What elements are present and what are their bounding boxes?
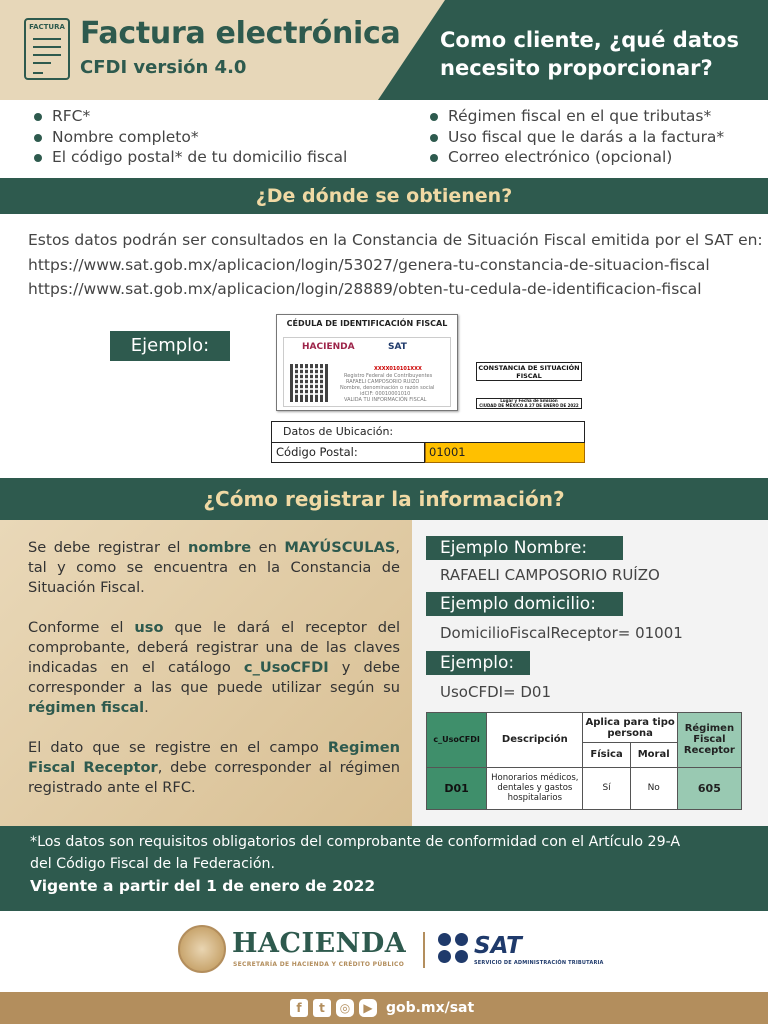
social-links: [290, 998, 474, 1018]
example-name-value: RAFAELI CAMPOSORIO RUÍZO: [440, 566, 660, 584]
table-row: [427, 767, 742, 809]
cedula-rfc: XXXX010101XXX: [374, 366, 422, 372]
cell-regimen: 605: [677, 767, 741, 809]
hacienda-logo: HACIENDA: [232, 928, 407, 959]
list-item: Uso fiscal que le darás a la factura*: [428, 127, 724, 148]
instagram-icon[interactable]: ◎: [336, 999, 354, 1017]
facebook-icon[interactable]: f: [290, 999, 308, 1017]
list-item: El código postal* de tu domicilio fiscal: [32, 147, 347, 168]
sat-mini-logo: SAT: [388, 342, 407, 352]
website-link[interactable]: gob.mx/sat: [386, 1000, 475, 1016]
source-paragraph: [28, 228, 763, 302]
list-item: Correo electrónico (opcional): [428, 147, 724, 168]
twitter-icon[interactable]: t: [313, 999, 331, 1017]
section-title-source: ¿De dónde se obtienen?: [0, 178, 768, 214]
cedula-link[interactable]: https://www.sat.gob.mx/aplicacion/login/28889/obten-tu-cedula-de-identificacion-fiscal: [28, 280, 702, 298]
cedula-title: CÉDULA DE IDENTIFICACIÓN FISCAL: [286, 319, 448, 328]
col-header-clave: c_UsoCFDI: [427, 713, 487, 768]
page-subtitle: CFDI versión 4.0: [80, 57, 247, 78]
constancia-title: CONSTANCIA DE SITUACIÓN FISCAL: [476, 362, 582, 381]
instruction-regime: El dato que se registre en el campo Regimen Fiscal Receptor, debe corresponder al régimen registrado ante el RFC.: [28, 739, 400, 796]
col-header-desc: Descripción: [487, 713, 583, 768]
cedula-valida: VALIDA TU INFORMACIÓN FISCAL: [344, 397, 427, 403]
page-title: Factura electrónica: [80, 16, 401, 51]
header: [0, 0, 768, 100]
list-item: Nombre completo*: [32, 127, 347, 148]
cedula-name: RAFAELI CAMPOSORIO RUIZO: [346, 379, 420, 385]
cell-fisica: Sí: [583, 767, 630, 809]
constancia-link[interactable]: https://www.sat.gob.mx/aplicacion/login/53027/genera-tu-constancia-de-situacion-fiscal: [28, 255, 710, 274]
example-label: Ejemplo:: [110, 331, 230, 361]
instruction-use: Conforme el uso que le dará el receptor del comprobante, deberá registrar una de las claves indicadas en el catálogo c_UsoCFDI y debe corresponder a las que puede utilizar según su régimen fiscal.: [28, 619, 400, 716]
header-question: Como cliente, ¿qué datos necesito proporcionar?: [440, 28, 739, 80]
list-item: RFC*: [32, 106, 347, 127]
sat-dots-icon: [438, 933, 470, 965]
location-data-row: Datos de Ubicación:: [271, 421, 585, 443]
instruction-name: Se debe registrar el nombre en MAYÚSCULAS, tal y como se encuentra en la Constancia de Situación Fiscal.: [28, 539, 401, 596]
cedula-line: Nombre, denominación o razón social: [340, 385, 435, 391]
example-name-label: Ejemplo Nombre:: [426, 536, 623, 560]
col-header-regimen: Régimen Fiscal Receptor: [677, 713, 741, 768]
cell-desc: Honorarios médicos, dentales y gastos hospitalarios: [487, 767, 583, 809]
cedula-example: [276, 314, 458, 411]
hacienda-mini-logo: HACIENDA: [302, 342, 355, 352]
cedula-idcif: idCIF: 00010001010: [360, 391, 411, 397]
required-data-list-left: [32, 106, 347, 168]
logo-divider: [423, 932, 425, 968]
col-header-moral: Moral: [630, 743, 677, 767]
instructions-text: [28, 538, 400, 818]
example-use-value: UsoCFDI= D01: [440, 683, 552, 701]
example-address-value: DomicilioFiscalReceptor= 01001: [440, 624, 683, 642]
issue-place-date: Lugar y Fecha de Emisión CIUDAD DE MÉXICO A 27 DE ENERO DE 2022: [476, 398, 582, 409]
col-header-aplica: Aplica para tipo persona: [583, 713, 677, 743]
col-header-fisica: Física: [583, 743, 630, 767]
required-data-list-right: [428, 106, 724, 168]
youtube-icon[interactable]: ▶: [359, 999, 377, 1017]
example-address-label: Ejemplo domicilio:: [426, 592, 623, 616]
cell-moral: No: [630, 767, 677, 809]
invoice-icon: FACTURA: [24, 18, 70, 80]
effective-date: Vigente a partir del 1 de enero de 2022: [30, 877, 376, 895]
section-title-register: ¿Cómo registrar la información?: [0, 478, 768, 520]
footnote-text: *Los datos son requisitos obligatorios del comprobante de conformidad con el Artículo 29-A del Código Fiscal de la Federación.: [30, 834, 681, 872]
uso-cfdi-table: [426, 712, 742, 810]
cedula-line: Registro Federal de Contribuyentes: [344, 373, 433, 379]
source-text: Estos datos podrán ser consultados en la Constancia de Situación Fiscal emitida por el SAT en:: [28, 231, 763, 249]
example-use-label: Ejemplo:: [426, 651, 530, 675]
postal-code-value: 01001: [425, 443, 585, 463]
national-emblem-icon: [178, 925, 226, 973]
sat-subtitle: SERVICIO DE ADMINISTRACIÓN TRIBUTARIA: [474, 960, 604, 966]
postal-code-label: Código Postal:: [271, 443, 425, 463]
list-item: Régimen fiscal en el que tributas*: [428, 106, 724, 127]
qr-code-icon: [290, 364, 328, 402]
cell-clave: D01: [427, 767, 487, 809]
hacienda-subtitle: SECRETARÍA DE HACIENDA Y CRÉDITO PÚBLICO: [233, 961, 405, 968]
sat-logo: SAT: [474, 933, 522, 959]
